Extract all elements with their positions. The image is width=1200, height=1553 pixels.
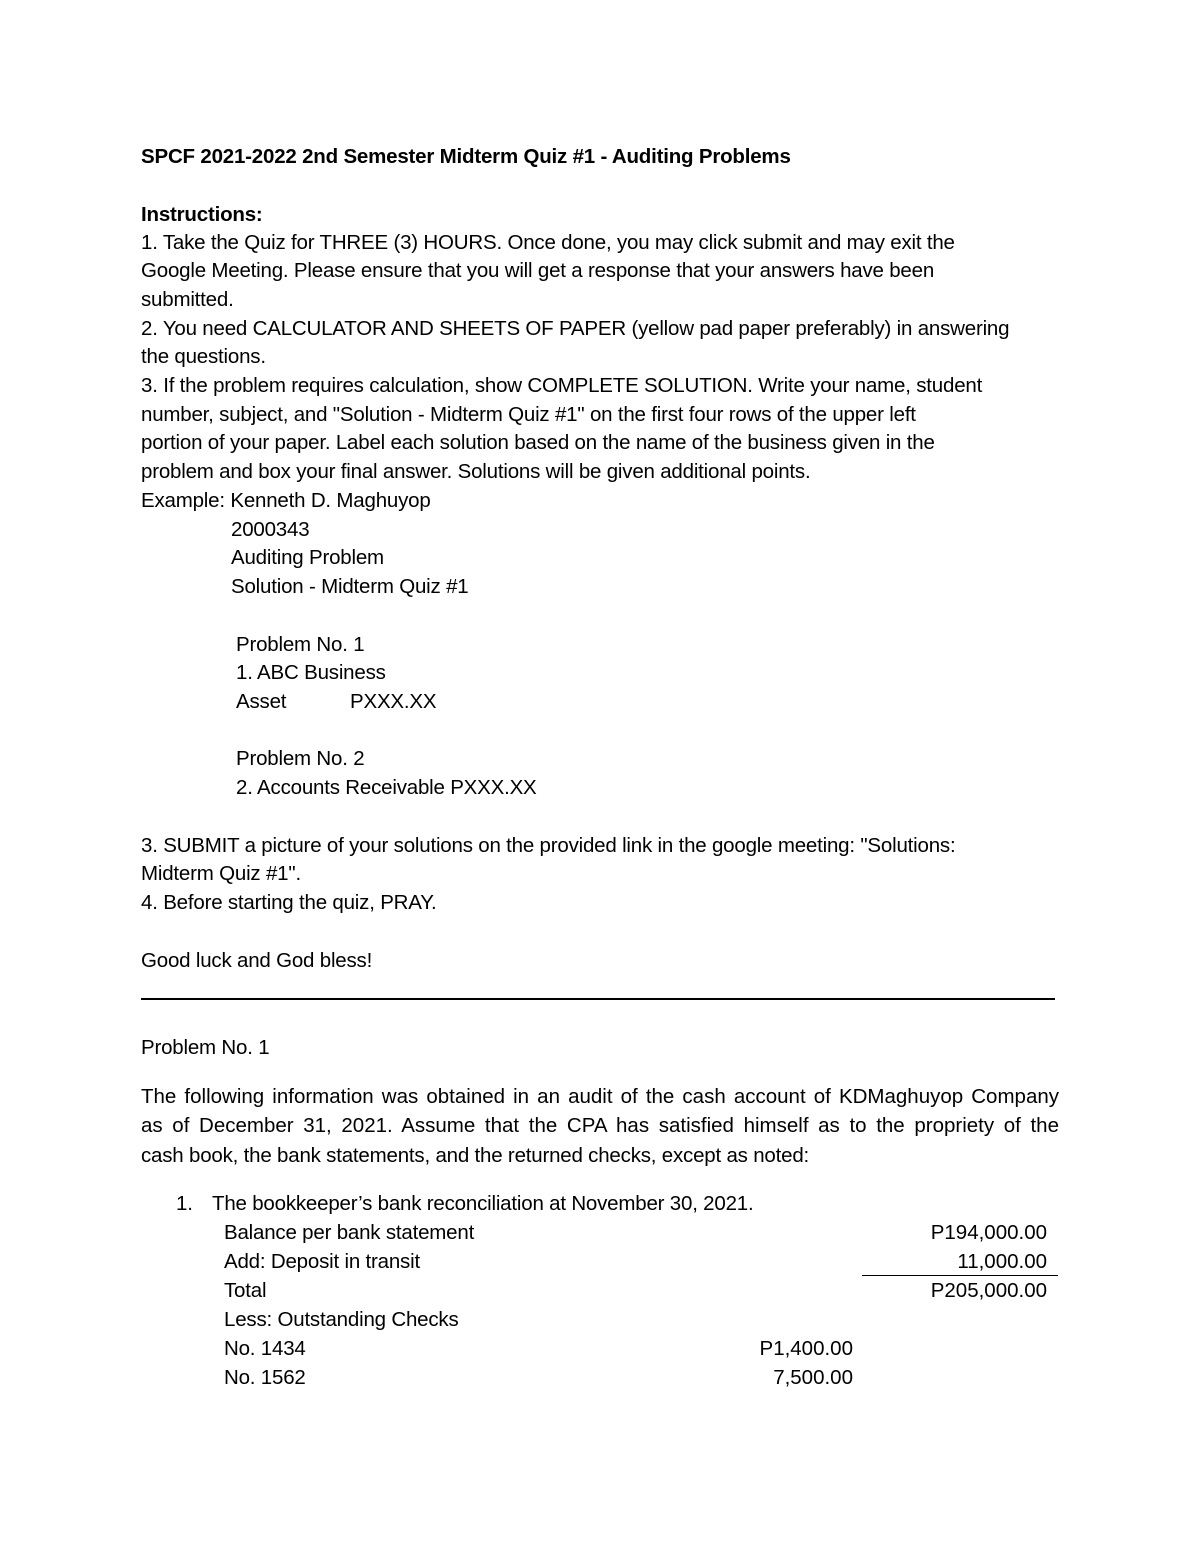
sample-problem1-item: 1. ABC Business [236, 661, 386, 684]
problem1-heading: Problem No. 1 [141, 1036, 270, 1059]
check-value: P1,400.00 [759, 1337, 853, 1360]
closing-line: Good luck and God bless! [141, 949, 373, 972]
sample-problem1-heading: Problem No. 1 [236, 633, 365, 656]
recon-deposit-label: Add: Deposit in transit [224, 1250, 420, 1273]
item1-number: 1. [176, 1192, 193, 1215]
instruction-line: 2. You need CALCULATOR AND SHEETS OF PAPER (yellow pad paper preferably) in answering [141, 317, 1010, 340]
instruction-line: portion of your paper. Label each solution based on the name of the business given in the [141, 431, 935, 454]
example-line: 2000343 [231, 518, 310, 541]
check-label: No. 1434 [224, 1337, 306, 1360]
subtotal-rule [862, 1275, 1058, 1276]
example-line: Auditing Problem [231, 546, 384, 569]
instruction-line: 4. Before starting the quiz, PRAY. [141, 891, 437, 914]
section-divider [141, 998, 1055, 1000]
example-label: Example: Kenneth D. Maghuyop [141, 489, 431, 512]
sample-asset-label: Asset [236, 690, 287, 713]
item1-text: The bookkeeper’s bank reconciliation at November 30, 2021. [212, 1192, 754, 1215]
sample-problem2-heading: Problem No. 2 [236, 747, 365, 770]
instructions-heading: Instructions: [141, 203, 263, 226]
instruction-line: 3. If the problem requires calculation, show COMPLETE SOLUTION. Write your name, student [141, 374, 983, 397]
recon-total-label: Total [224, 1279, 267, 1302]
problem1-paragraph-line: cash book, the bank statements, and the returned checks, except as noted: [141, 1144, 810, 1167]
instruction-line: submitted. [141, 288, 234, 311]
recon-balance-label: Balance per bank statement [224, 1221, 475, 1244]
instruction-line: number, subject, and "Solution - Midterm Quiz #1" on the first four rows of the upper left [141, 403, 916, 426]
sample-asset-value: PXXX.XX [350, 690, 437, 713]
check-label: No. 1562 [224, 1366, 306, 1389]
example-line: Solution - Midterm Quiz #1 [231, 575, 469, 598]
check-value: 7,500.00 [773, 1366, 853, 1389]
document-title: SPCF 2021-2022 2nd Semester Midterm Quiz #1 - Auditing Problems [141, 145, 791, 168]
recon-less-label: Less: Outstanding Checks [224, 1308, 459, 1331]
instruction-line: 3. SUBMIT a picture of your solutions on the provided link in the google meeting: "Solutions: [141, 834, 956, 857]
recon-balance-value: P194,000.00 [930, 1221, 1047, 1244]
problem1-paragraph-line: The following information was obtained in an audit of the cash account of KDMaghuyop Company [141, 1085, 1059, 1108]
instruction-line: problem and box your final answer. Solutions will be given additional points. [141, 460, 811, 483]
instruction-line: the questions. [141, 345, 266, 368]
problem1-paragraph-line: as of December 31, 2021. Assume that the CPA has satisfied himself as to the propriety of the [141, 1114, 1059, 1137]
instruction-line: 1. Take the Quiz for THREE (3) HOURS. Once done, you may click submit and may exit the [141, 231, 955, 254]
instruction-line: Midterm Quiz #1". [141, 862, 301, 885]
recon-total-value: P205,000.00 [930, 1279, 1047, 1302]
instruction-line: Google Meeting. Please ensure that you will get a response that your answers have been [141, 259, 935, 282]
recon-deposit-value: 11,000.00 [957, 1250, 1047, 1273]
sample-problem2-item: 2. Accounts Receivable PXXX.XX [236, 776, 537, 799]
